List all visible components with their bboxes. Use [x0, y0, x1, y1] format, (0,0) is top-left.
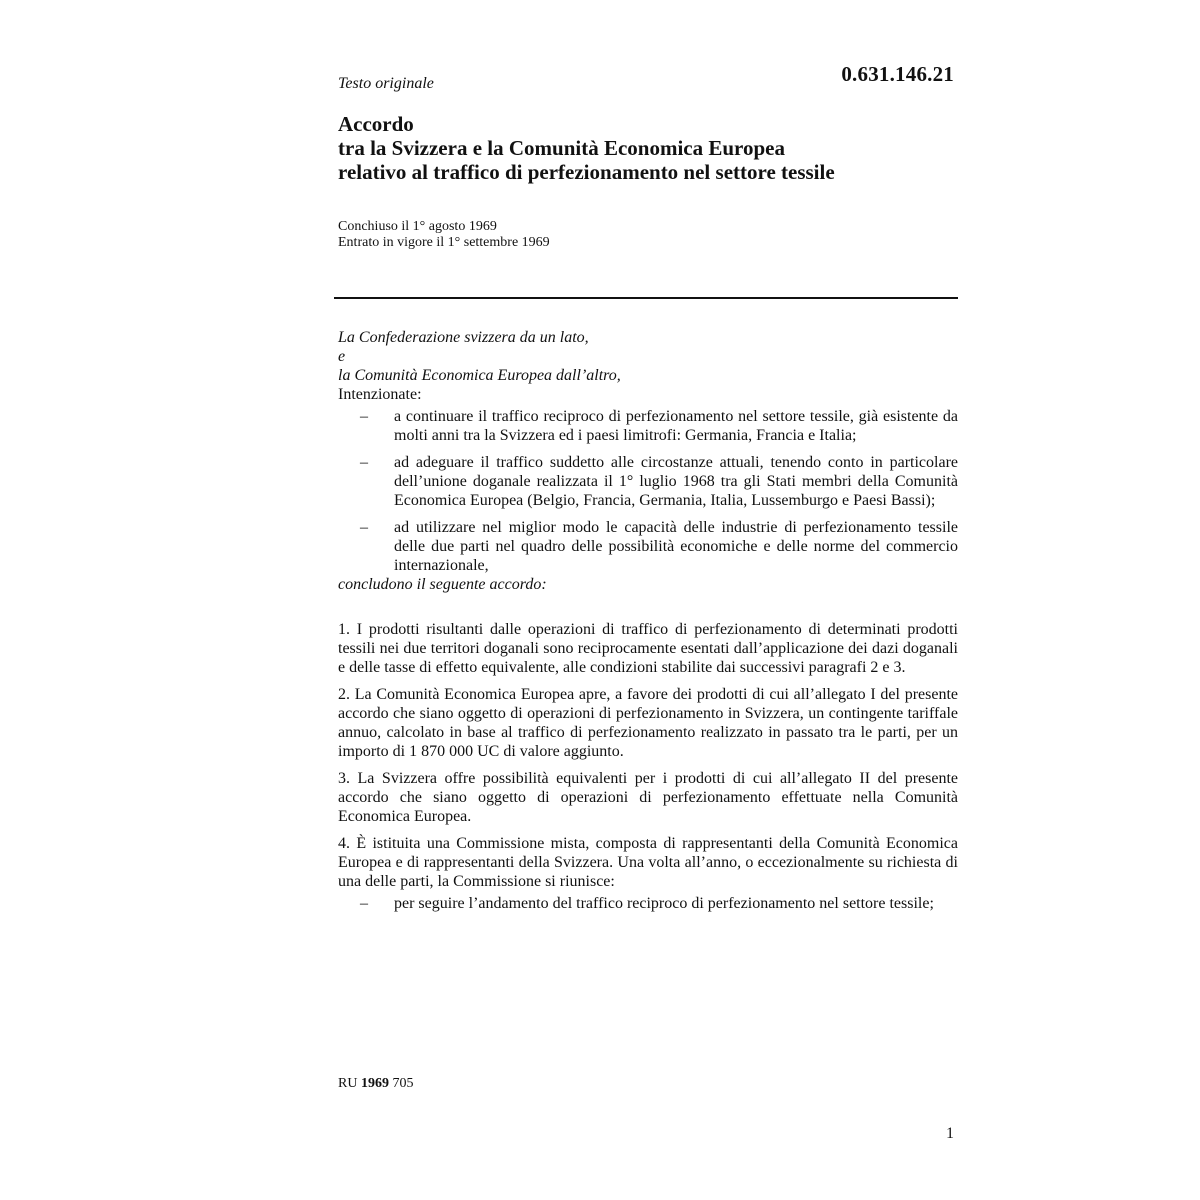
- concluded-date: Conchiuso il 1° agosto 1969: [338, 219, 497, 234]
- in-force-date: Entrato in vigore il 1° settembre 1969: [338, 235, 550, 250]
- preamble-list: [338, 407, 958, 575]
- paragraph: 4. È istituita una Commissione mista, composta di rappresentanti della Comunità Economica Europea e di rappresentanti della Svizzera. Una volta all’anno, o eccezionalmente su richiesta di una delle parti, la Commissione si riunisce:: [338, 835, 958, 890]
- document-title: [338, 112, 958, 184]
- dash-bullet: –: [360, 895, 368, 912]
- page-number: 1: [946, 1125, 954, 1142]
- preamble-party-2: la Comunità Economica Europea dall’altro,: [338, 367, 621, 384]
- paragraph: 3. La Svizzera offre possibilità equivalenti per i prodotti di cui all’allegato II del presente accordo che siano oggetto di operazioni di perfezionamento effettuate nella Comunità Economica Europea.: [338, 770, 958, 825]
- list-item-text: ad utilizzare nel miglior modo le capacità delle industrie di perfezionamento tessile delle due parti nel quadro delle possibilità economiche e delle norme del commercio internazionale,: [394, 519, 958, 574]
- list-item-text: a continuare il traffico reciproco di perfezionamento nel settore tessile, già esistente da molti anni tra la Svizzera ed i paesi limitrofi: Germania, Francia e Italia;: [394, 408, 958, 444]
- document-number: 0.631.146.21: [841, 62, 954, 86]
- preamble-intro: Intenzionate:: [338, 386, 422, 403]
- title-line: relativo al traffico di perfezionamento nel settore tessile: [338, 160, 835, 184]
- document-dates: [338, 219, 550, 251]
- preamble-closing: concludono il seguente accordo:: [338, 576, 547, 593]
- paragraph: 1. I prodotti risultanti dalle operazioni di traffico di perfezionamento di determinati prodotti tessili nei due territori doganali sono reciprocamente esentati dall’applicazione dei dazi doganali e delle tasse di effetto equivalente, alle condizioni stabilite dai successivi paragrafi 2 e 3.: [338, 621, 958, 676]
- list-item: [338, 407, 958, 445]
- reference-prefix: RU: [338, 1076, 358, 1091]
- dash-bullet: –: [360, 519, 368, 536]
- official-collection-reference: [338, 1076, 413, 1092]
- reference-year: 1969: [360, 1076, 389, 1091]
- document-body: [338, 328, 958, 921]
- document-page: [338, 58, 958, 1158]
- original-text-label: Testo originale: [338, 75, 434, 92]
- preamble-conjunction: e: [338, 348, 346, 365]
- list-item: [338, 453, 958, 510]
- preamble-party-1: La Confederazione svizzera da un lato,: [338, 329, 589, 346]
- commission-list: [338, 894, 958, 913]
- list-item-text: ad adeguare il traffico suddetto alle circostanze attuali, tenendo conto in particolare dell’unione doganale realizzata il 1° luglio 1968 tra gli Stati membri della Comunità Economica Europea (Belgio, Francia, Germania, Italia, Lussemburgo e Paesi Bassi);: [394, 454, 958, 509]
- list-item: [338, 894, 958, 913]
- title-line: Accordo: [338, 112, 414, 136]
- dash-bullet: –: [360, 408, 368, 425]
- dash-bullet: –: [360, 454, 368, 471]
- reference-page: 705: [392, 1076, 414, 1091]
- title-line: tra la Svizzera e la Comunità Economica Europea: [338, 136, 785, 160]
- horizontal-divider: [334, 297, 958, 299]
- list-item: [338, 518, 958, 575]
- paragraph: 2. La Comunità Economica Europea apre, a favore dei prodotti di cui all’allegato I del presente accordo che siano oggetto di operazioni di perfezionamento in Svizzera, un contingente tariffale annuo, calcolato in base al traffico di perfezionamento realizzato in passato tra le parti, per un importo di 1 870 000 UC di valore aggiunto.: [338, 686, 958, 760]
- list-item-text: per seguire l’andamento del traffico reciproco di perfezionamento nel settore tessile;: [394, 895, 934, 912]
